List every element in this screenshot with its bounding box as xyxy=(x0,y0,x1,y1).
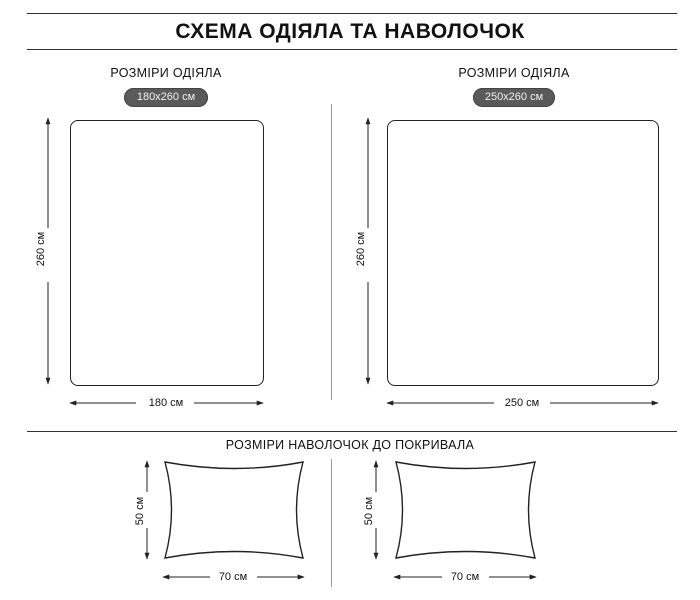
blanket-2-width-label: 250 см xyxy=(504,397,540,409)
blanket-1-size-badge: 180x260 см xyxy=(124,88,208,107)
pillow-2-height-label: 50 см xyxy=(363,496,375,526)
page-title: СХЕМА ОДІЯЛА ТА НАВОЛОЧОК xyxy=(175,20,525,43)
blanket-1-width-label: 180 см xyxy=(148,397,184,409)
blanket-2-height-label: 260 см xyxy=(355,231,367,267)
pillow-1-outline xyxy=(165,462,303,558)
blanket-1-label: РОЗМІРИ ОДІЯЛА xyxy=(110,66,222,80)
blanket-2-size-badge: 250x260 см xyxy=(473,88,555,107)
pillow-1-height-label: 50 см xyxy=(134,496,146,526)
pillow-1-width-label: 70 см xyxy=(218,571,248,583)
blanket-1-height-label: 260 см xyxy=(35,231,47,267)
blanket-2-label: РОЗМІРИ ОДІЯЛА xyxy=(458,66,570,80)
pillow-2-outline xyxy=(396,462,535,558)
pillow-section-label: РОЗМІРИ НАВОЛОЧОК ДО ПОКРИВАЛА xyxy=(225,438,475,452)
pillow-2-width-label: 70 см xyxy=(450,571,480,583)
